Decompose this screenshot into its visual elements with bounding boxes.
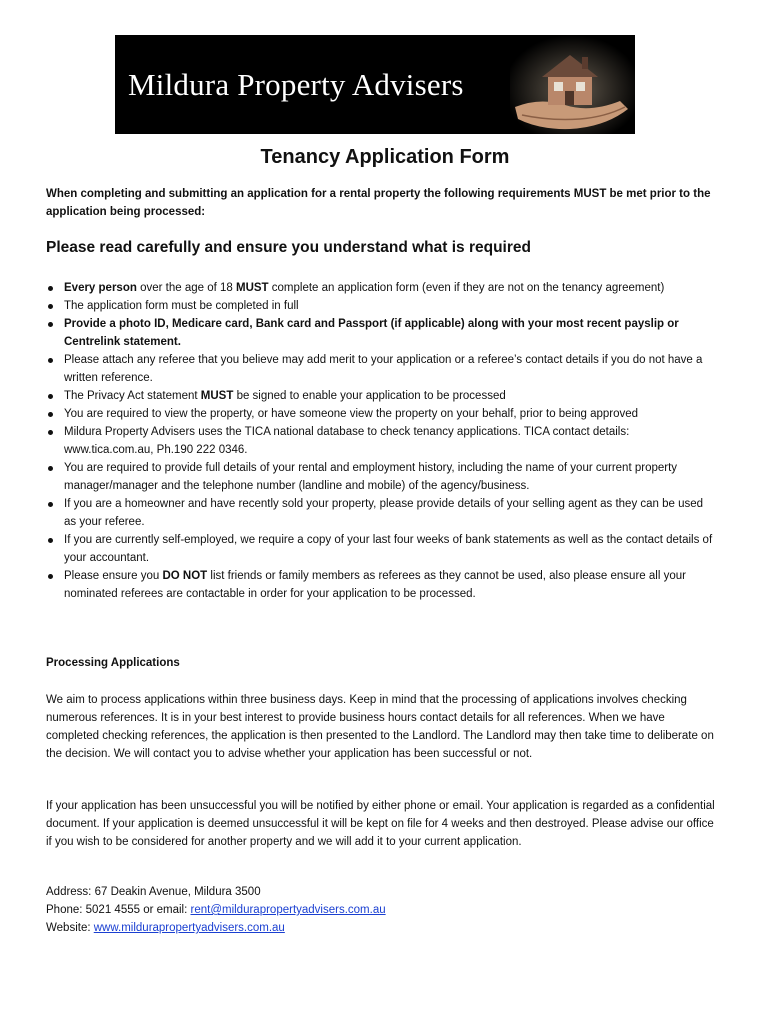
intro-text: When completing and submitting an application for a rental property the following requirements MUST be met prior to the application being processed: (46, 188, 711, 218)
list-item: Provide a photo ID, Medicare card, Bank card and Passport (if applicable) along with your most recent payslip or Centrelink statement. (46, 315, 716, 351)
list-item: Please attach any referee that you believe may add merit to your application or a referee’s contact details if you do not have a written reference. (46, 351, 716, 387)
list-item: If you are currently self-employed, we require a copy of your last four weeks of bank statements as well as the contact details of your accountant. (46, 531, 716, 567)
page-title: Tenancy Application Form (260, 146, 510, 168)
requirements-list (46, 279, 716, 603)
processing-paragraph-1: We aim to process applications within three business days. Keep in mind that the processing of applications involves checking numerous references. It is in your best interest to provide business hours contact details for all references. When we have completed checking references, the application is then presented to the Landlord. The Landlord may then take time to deliberate on the decision. We will contact you to advise whether your application has been successful or not. (46, 694, 714, 760)
list-item: The Privacy Act statement MUST be signed to enable your application to be processed (46, 387, 716, 405)
company-name: Mildura Property Advisers (128, 67, 464, 102)
header-banner (115, 35, 635, 134)
address-line: Address: 67 Deakin Avenue, Mildura 3500 (46, 886, 261, 898)
requirements-heading: Please read carefully and ensure you understand what is required (46, 239, 531, 256)
list-item: You are required to provide full details of your rental and employment history, including the name of your current property manager/manager and the telephone number (landline and mobile) of the agency/business. (46, 459, 716, 495)
list-item: Please ensure you DO NOT list friends or family members as referees as they cannot be used, also please ensure all your nominated referees are contactable in order for your application to be processed. (46, 567, 716, 603)
website-link[interactable]: www.mildurapropertyadvisers.com.au (93, 922, 285, 934)
list-item: You are required to view the property, or have someone view the property on your behalf, prior to being approved (46, 405, 716, 423)
processing-heading: Processing Applications (46, 657, 180, 669)
list-item: The application form must be completed in full (46, 297, 716, 315)
website-line: Website: www.mildurapropertyadvisers.com.au (46, 922, 285, 934)
list-item: Mildura Property Advisers uses the TICA national database to check tenancy applications. TICA contact details: www.tica.com.au, Ph.190 222 0346. (46, 423, 716, 459)
list-item: If you are a homeowner and have recently sold your property, please provide details of your selling agent as they can be used as your referee. (46, 495, 716, 531)
processing-paragraph-2: If your application has been unsuccessful you will be notified by either phone or email. Your application is regarded as a confidential document. If your application is deemed unsuccessful it will be kept on file for 4 weeks and then destroyed. Please advise our office if you wish to be considered for another property and we will add it to your current application. (46, 800, 715, 848)
phone-email-line: Phone: 5021 4555 or email: rent@mildurapropertyadvisers.com.au (46, 904, 386, 916)
list-item: Every person over the age of 18 MUST complete an application form (even if they are not on the tenancy agreement) (46, 279, 716, 297)
email-link[interactable]: rent@mildurapropertyadvisers.com.au (190, 904, 386, 916)
contact-block (46, 883, 386, 937)
house-in-hands-icon (510, 35, 635, 134)
